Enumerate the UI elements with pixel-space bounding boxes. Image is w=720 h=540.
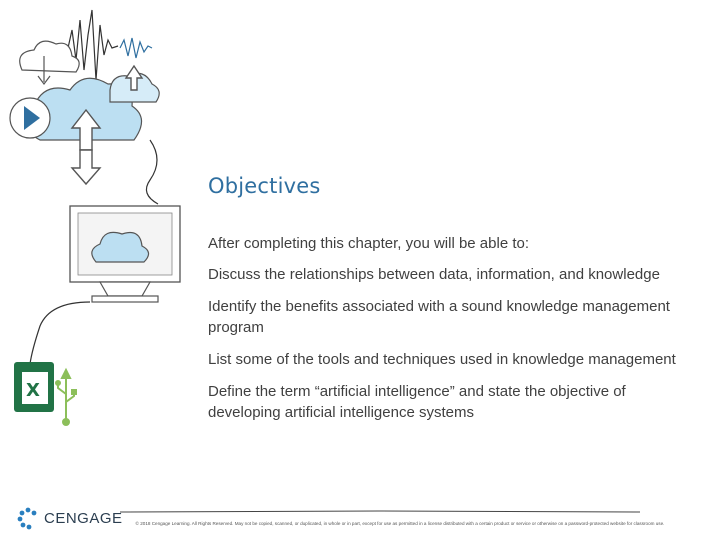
slide-title: Objectives <box>208 174 321 198</box>
objectives-list <box>208 264 698 434</box>
cloud-icon <box>28 73 159 140</box>
copyright-notice: © 2018 Cengage Learning. All Rights Reserved. May not be copied, scanned, or duplicated, in whole or in part, except for use as permitted in a license distributed with a certain product or service or otherwise on a password-protected website for classroom use. <box>135 521 665 526</box>
objective-item: Identify the benefits associated with a sound knowledge management program <box>208 298 670 336</box>
monitor-icon <box>70 206 180 302</box>
tech-illustration <box>0 0 200 440</box>
objective-item: List some of the tools and techniques used in knowledge management <box>208 351 676 368</box>
slide-intro: After completing this chapter, you will be able to: <box>208 235 530 252</box>
footer-divider <box>120 509 640 515</box>
cloud-icon <box>20 41 79 84</box>
excel-icon <box>14 362 54 412</box>
cengage-logo <box>16 506 123 530</box>
svg-text:X: X <box>26 380 40 401</box>
cengage-logo-icon <box>16 506 40 530</box>
objective-item: Discuss the relationships between data, information, and knowledge <box>208 266 660 283</box>
play-icon <box>10 98 50 138</box>
logo-text: CENGAGE <box>44 509 123 527</box>
objective-item: Define the term “artificial intelligence” and state the objective of developing artificial intelligence systems <box>208 383 626 421</box>
usb-icon <box>56 370 76 425</box>
